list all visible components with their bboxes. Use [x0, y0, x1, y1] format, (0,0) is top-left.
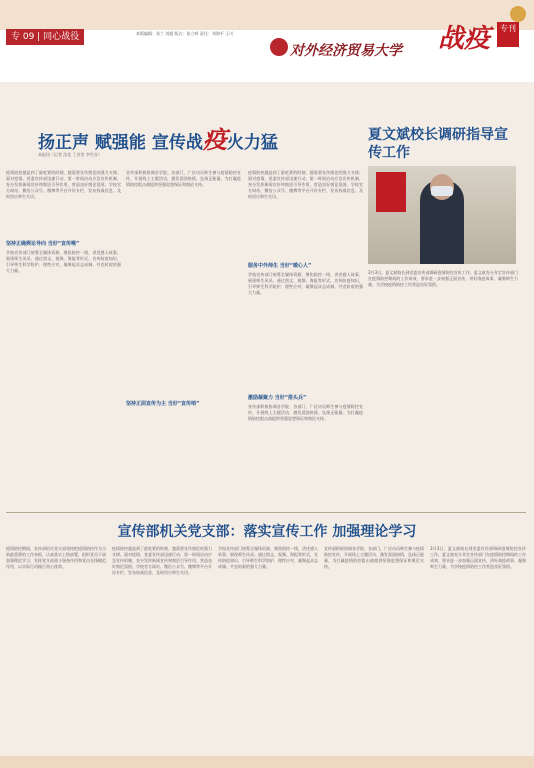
- article-column-2: 宣传部积极协调各学院、各部门，广泛动员师生参与疫情防控宣传，开展线上主题活动，激发爱国热情，弘扬正能量，为打赢疫情防控阻击战提供坚强思想保证和舆论支持。: [126, 170, 241, 187]
- headline-emphasis: 疫: [202, 125, 227, 154]
- footer-decoration: [0, 756, 534, 768]
- article-column-3c: 宣传部积极协调各学院、各部门，广泛动员师生参与疫情防控宣传，开展线上主题活动，激发爱国热情，弘扬正能量，为打赢疫情防控阻击战提供坚强思想保证和舆论支持。: [248, 404, 363, 421]
- flag-decoration: [376, 172, 406, 212]
- subheading-2: 坚持正面宣传为主 当好“宣传哨”: [126, 401, 200, 407]
- page-header: [0, 0, 534, 82]
- article-column-1b: 学校宣传部门统筹全媒体资源，聚焦防控一线，讲述感人故事，展现师生风采。通过图文、视频、海报等形式，宣传防疫知识，引导师生科学防护、理性应对，凝聚起众志成城、共克时艰的强大力量。: [6, 250, 121, 273]
- subheading-1: 坚持正确舆论导向 当好“宣传喉”: [6, 241, 80, 247]
- subheading-3: 服务中外师生 当好“暖心人”: [248, 263, 312, 269]
- side-headline: 夏文斌校长调研指导宣传工作: [368, 127, 508, 161]
- main-headline: [38, 120, 278, 155]
- edition-info: 本版编辑：张兰 刘超 版式：张立辉 责任：刘海平 王川: [136, 31, 234, 36]
- university-logo-icon: [270, 38, 288, 56]
- side-article-body: 3月3日，夏文斌校长到党委宣传部调研疫情防控宣传工作。夏文斌充分肯定宣传部门在疫情防控期间的工作成效，要求进一步加强正面宣传，讲好战疫故事，凝聚师生力量，为学校疫情防控工作营造良好氛围。: [368, 270, 518, 287]
- headline-left: 扬正声 赋强能 宣传战: [38, 133, 203, 153]
- special-wordmark: 战疫: [438, 24, 491, 54]
- bottom-column-2: 疫情防控越是到了最吃紧的时刻，越需要宣传舆论的强力支撑。面对疫情，党委宣传部迅速行动，第一时间启动应急宣传机制，充分发挥新闻宣传和舆论引导作用，营造良好舆论氛围。学校官方网站、微信公众号、微博等平台开设专栏，发布权威信息，及时回应师生关切。: [112, 546, 212, 575]
- bottom-headline: 宣传部机关党支部：落实宣传工作 加强理论学习: [117, 524, 417, 540]
- principal-photo: [368, 166, 516, 264]
- emblem-icon: [510, 6, 526, 22]
- byline: 本报讯（记者 沈佳 丁彦雯 李竹音）: [38, 152, 102, 157]
- subheading-4: 激励凝聚力 当好“排头兵”: [248, 395, 307, 401]
- special-label: 专刊: [497, 22, 519, 47]
- section-divider: [6, 512, 526, 513]
- headline-right: 火力猛: [226, 133, 278, 153]
- issue-tag: 专 09 | 同心战役: [6, 29, 84, 45]
- mask-icon: [431, 186, 453, 196]
- bottom-column-1: 疫情防控期间，宣传部机关党支部坚持把疫情防控作为当前最重要的工作来抓，认真落实上级部署，组织党员干部加强理论学习，发挥党支部战斗堡垒作用和党员先锋模范作用，以实际行动践行初心使命。: [6, 546, 106, 569]
- bottom-column-3: 学校宣传部门统筹全媒体资源，聚焦防控一线，讲述感人故事，展现师生风采。通过图文、视频、海报等形式，宣传防疫知识，引导师生科学防护、理性应对，凝聚起众志成城、共克时艰的强大力量。: [218, 546, 318, 569]
- article-column-3: 疫情防控越是到了最吃紧的时刻，越需要宣传舆论的强力支撑。面对疫情，党委宣传部迅速行动，第一时间启动应急宣传机制，充分发挥新闻宣传和舆论引导作用，营造良好舆论氛围。学校官方网站、微信公众号、微博等平台开设专栏，发布权威信息，及时回应师生关切。: [248, 170, 363, 199]
- article-column-3b: 学校宣传部门统筹全媒体资源，聚焦防控一线，讲述感人故事，展现师生风采。通过图文、视频、海报等形式，宣传防疫知识，引导师生科学防护、理性应对，凝聚起众志成城、共克时艰的强大力量。: [248, 272, 363, 295]
- article-column-1: 疫情防控越是到了最吃紧的时刻，越需要宣传舆论的强力支撑。面对疫情，党委宣传部迅速行动，第一时间启动应急宣传机制，充分发挥新闻宣传和舆论引导作用，营造良好舆论氛围。学校官方网站、微信公众号、微博等平台开设专栏，发布权威信息，及时回应师生关切。: [6, 170, 121, 199]
- bottom-column-4: 宣传部积极协调各学院、各部门，广泛动员师生参与疫情防控宣传，开展线上主题活动，激发爱国热情，弘扬正能量，为打赢疫情防控阻击战提供坚强思想保证和舆论支持。: [324, 546, 424, 569]
- university-logo-text: 对外经济贸易大学: [290, 43, 402, 59]
- bottom-column-5: 3月3日，夏文斌校长到党委宣传部调研疫情防控宣传工作。夏文斌充分肯定宣传部门在疫情防控期间的工作成效，要求进一步加强正面宣传，讲好战疫故事，凝聚师生力量，为学校疫情防控工作营造良好氛围。: [430, 546, 526, 569]
